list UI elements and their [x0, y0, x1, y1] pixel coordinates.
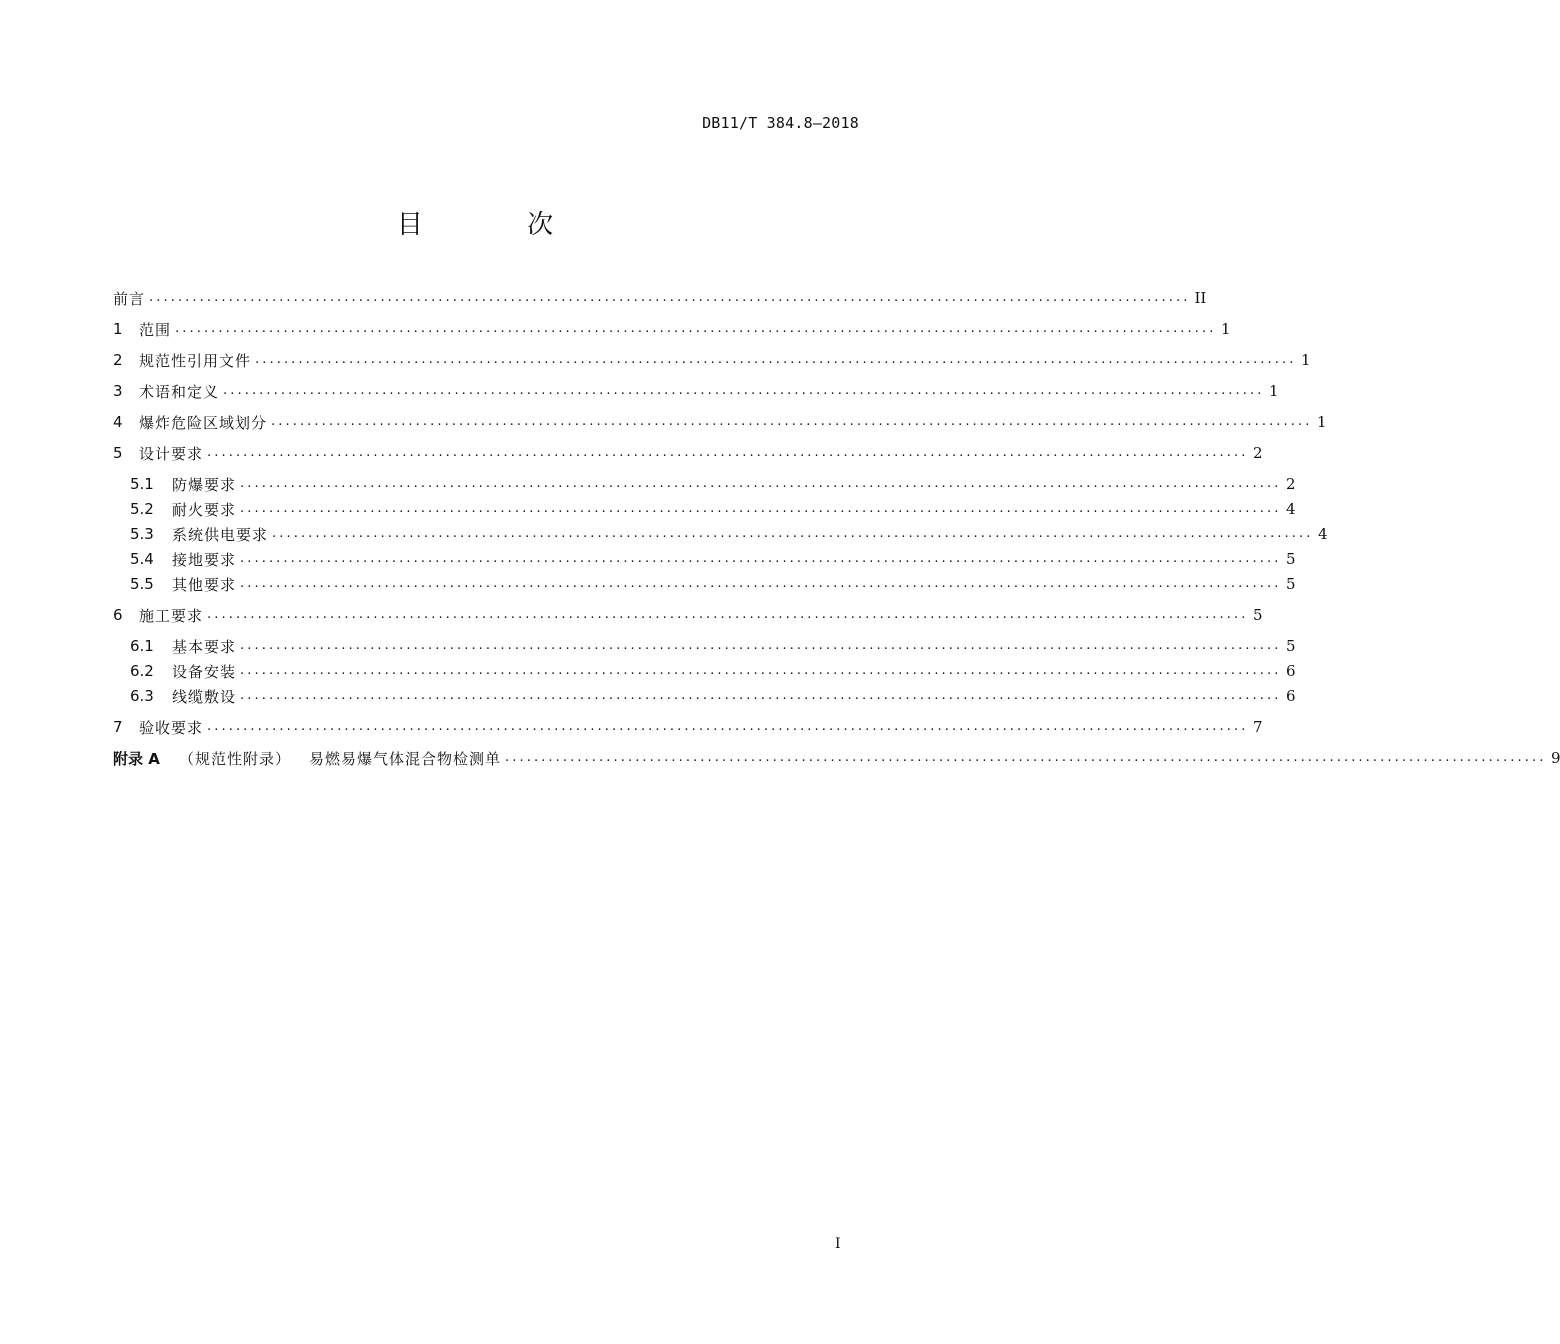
toc-leader-dots: ................................................................................................................................................ — [240, 476, 1282, 491]
toc-entry-number: 2 — [113, 351, 123, 369]
toc-leader-dots: ................................................................................................................................................ — [240, 663, 1282, 678]
toc-leader-dots: ................................................................................................................................................ — [240, 688, 1282, 703]
toc-entry-number: 5.3 — [130, 525, 154, 543]
toc-entry-page: 5 — [1252, 606, 1263, 624]
toc-entry-6-2[interactable] — [113, 660, 1296, 682]
toc-entry-number: 5.5 — [130, 575, 154, 593]
toc-entry-5-3[interactable] — [113, 523, 1328, 545]
toc-entry-number: 5 — [113, 444, 123, 462]
toc-entry-page: 2 — [1252, 444, 1263, 462]
toc-entry-page: II — [1194, 289, 1207, 307]
toc-entry-5-2[interactable] — [113, 498, 1296, 520]
toc-entry-page: 5 — [1285, 550, 1296, 568]
toc-entry-number: 5.4 — [130, 550, 154, 568]
toc-leader-dots: ................................................................................................................................................ — [271, 414, 1313, 429]
toc-entry-page: 4 — [1317, 525, 1328, 543]
toc-entry-number: 6.3 — [130, 687, 154, 705]
toc-entry-page: 7 — [1252, 718, 1263, 736]
toc-appendix-note: （规范性附录） — [179, 749, 292, 768]
toc-entry-label: 防爆要求 — [172, 475, 237, 494]
toc-leader-dots: ................................................................................................................................................ — [240, 638, 1282, 653]
toc-title: 目 次 — [396, 210, 602, 240]
toc-entry-number: 3 — [113, 382, 123, 400]
toc-entry-page: 4 — [1285, 500, 1296, 518]
page-number: I — [835, 1236, 841, 1252]
toc-entry-page: 5 — [1285, 637, 1296, 655]
toc-entry-5-4[interactable] — [113, 548, 1296, 570]
toc-entry-number: 7 — [113, 718, 123, 736]
toc-leader-dots: ................................................................................................................................................ — [272, 526, 1314, 541]
toc-entry-page: 1 — [1316, 413, 1327, 431]
toc-entry-label: 易燃易爆气体混合物检测单 — [309, 749, 502, 768]
toc-entry-number: 1 — [113, 320, 123, 338]
toc-entry-label: 设备安装 — [172, 662, 237, 681]
toc-entry-1[interactable] — [113, 318, 1231, 340]
toc-entry-label: 术语和定义 — [139, 382, 220, 401]
toc-entry-6-1[interactable] — [113, 635, 1296, 657]
toc-entry-number: 6.2 — [130, 662, 154, 680]
toc-entry-page: 1 — [1268, 382, 1279, 400]
toc-leader-dots: ................................................................................................................................................ — [207, 719, 1249, 734]
toc-appendix-prefix: 附录 A — [113, 749, 160, 768]
toc-entry-3[interactable] — [113, 380, 1279, 402]
toc-entry-page: 9 — [1550, 749, 1560, 767]
toc-entry-label: 基本要求 — [172, 637, 237, 656]
toc-leader-dots: ................................................................................................................................................ — [255, 352, 1297, 367]
toc-entry-label: 爆炸危险区域划分 — [139, 413, 268, 432]
toc-leader-dots: ................................................................................................................................................ — [505, 750, 1547, 765]
toc-entry-page: 5 — [1285, 575, 1296, 593]
toc-entry-page: 1 — [1300, 351, 1311, 369]
toc-leader-dots: ................................................................................................................................................ — [149, 290, 1191, 305]
toc-entry-5-5[interactable] — [113, 573, 1296, 595]
toc-leader-dots: ................................................................................................................................................ — [207, 445, 1249, 460]
toc-entry-page: 2 — [1285, 475, 1296, 493]
toc-entry-label: 验收要求 — [139, 718, 204, 737]
toc-leader-dots: ................................................................................................................................................ — [207, 607, 1249, 622]
toc-leader-dots: ................................................................................................................................................ — [175, 321, 1217, 336]
toc-entry-label: 耐火要求 — [172, 500, 237, 519]
toc-entry-label: 接地要求 — [172, 550, 237, 569]
toc-entry-4[interactable] — [113, 411, 1327, 433]
toc-entry-appendix-a[interactable] — [113, 747, 1560, 769]
toc-entry-page: 6 — [1285, 687, 1296, 705]
toc-entry-5[interactable] — [113, 442, 1263, 464]
toc-entry-7[interactable] — [113, 716, 1263, 738]
toc-entry-label: 范围 — [139, 320, 172, 339]
toc-entry-number: 6.1 — [130, 637, 154, 655]
toc-entry-foreword[interactable] — [113, 287, 1207, 309]
toc-entry-label: 前言 — [113, 289, 146, 308]
toc-leader-dots: ................................................................................................................................................ — [223, 383, 1265, 398]
toc-entry-label: 设计要求 — [139, 444, 204, 463]
toc-entry-6[interactable] — [113, 604, 1263, 626]
toc-entry-number: 6 — [113, 606, 123, 624]
toc-entry-2[interactable] — [113, 349, 1311, 371]
toc-entry-label: 其他要求 — [172, 575, 237, 594]
toc-leader-dots: ................................................................................................................................................ — [240, 576, 1282, 591]
toc-entry-label: 规范性引用文件 — [139, 351, 252, 370]
toc-leader-dots: ................................................................................................................................................ — [240, 551, 1282, 566]
toc-entry-page: 1 — [1220, 320, 1231, 338]
toc-entry-number: 4 — [113, 413, 123, 431]
toc-entry-number: 5.1 — [130, 475, 154, 493]
toc-entry-number: 5.2 — [130, 500, 154, 518]
standard-code: DB11/T 384.8—2018 — [702, 114, 859, 132]
toc-entry-label: 系统供电要求 — [172, 525, 269, 544]
toc-entry-page: 6 — [1285, 662, 1296, 680]
toc-leader-dots: ................................................................................................................................................ — [240, 501, 1282, 516]
toc-entry-6-3[interactable] — [113, 685, 1296, 707]
toc-entry-label: 线缆敷设 — [172, 687, 237, 706]
toc-entry-5-1[interactable] — [113, 473, 1296, 495]
toc-entry-label: 施工要求 — [139, 606, 204, 625]
